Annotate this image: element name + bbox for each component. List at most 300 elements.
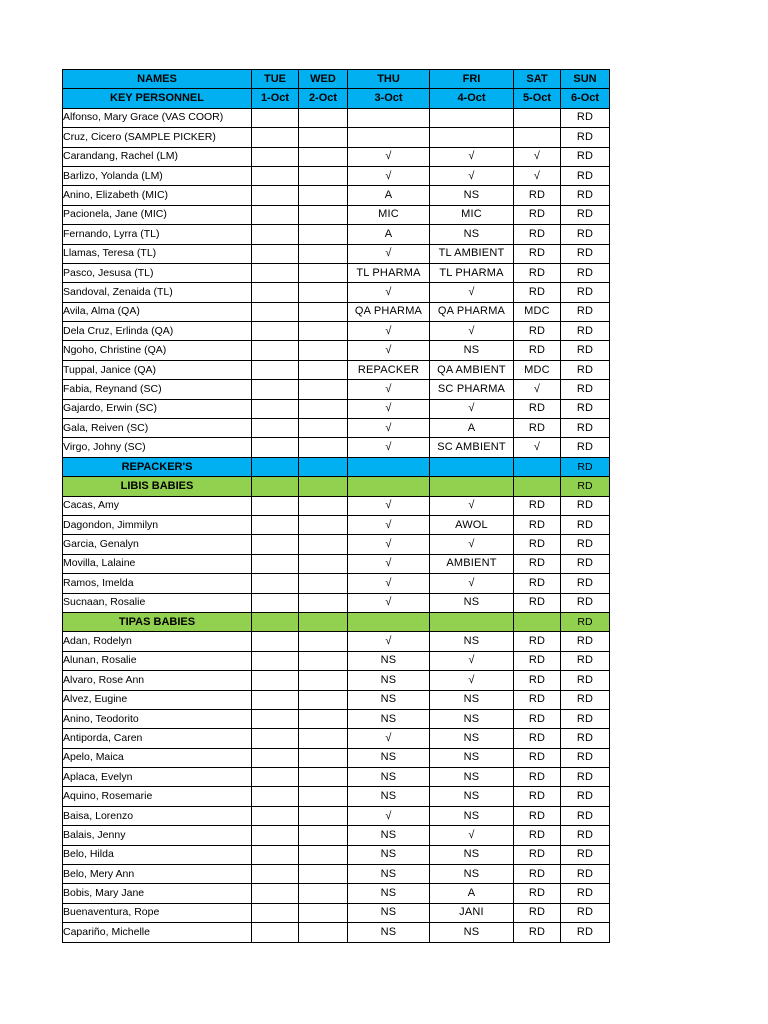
table-row — [63, 108, 610, 127]
table-row — [63, 535, 610, 554]
schedule-cell — [430, 108, 514, 127]
schedule-cell: RD — [514, 651, 561, 670]
employee-name: Anino, Elizabeth (MIC) — [63, 186, 252, 205]
schedule-cell: RD — [514, 865, 561, 884]
table-row — [63, 903, 610, 922]
schedule-cell: RD — [514, 632, 561, 651]
employee-name: Pacionela, Jane (MIC) — [63, 205, 252, 224]
table-row — [63, 438, 610, 457]
schedule-cell: NS — [348, 690, 430, 709]
schedule-cell: TL PHARMA — [348, 263, 430, 282]
schedule-cell: RD — [561, 826, 610, 845]
schedule-cell: RD — [514, 729, 561, 748]
table-row — [63, 263, 610, 282]
schedule-cell — [299, 787, 348, 806]
schedule-cell: A — [348, 186, 430, 205]
schedule-cell: √ — [348, 515, 430, 534]
table-row — [63, 884, 610, 903]
table-row — [63, 360, 610, 379]
day-header-sun: SUN — [561, 70, 610, 89]
schedule-cell: RD — [514, 554, 561, 573]
schedule-cell: RD — [561, 244, 610, 263]
table-row — [63, 283, 610, 302]
schedule-cell: √ — [348, 535, 430, 554]
schedule-cell — [299, 651, 348, 670]
schedule-cell: A — [430, 419, 514, 438]
schedule-cell: RD — [561, 147, 610, 166]
schedule-cell — [299, 671, 348, 690]
section-empty-cell — [430, 612, 514, 631]
employee-name: Anino, Teodorito — [63, 709, 252, 728]
schedule-cell: RD — [561, 865, 610, 884]
schedule-cell: RD — [514, 322, 561, 341]
schedule-cell — [252, 108, 299, 127]
day-header-fri: FRI — [430, 70, 514, 89]
section-header-row — [63, 612, 610, 631]
schedule-cell — [252, 399, 299, 418]
schedule-cell: √ — [514, 147, 561, 166]
schedule-cell — [252, 380, 299, 399]
schedule-cell: √ — [348, 322, 430, 341]
schedule-cell: √ — [514, 438, 561, 457]
schedule-cell: RD — [514, 903, 561, 922]
schedule-cell: RD — [561, 263, 610, 282]
schedule-cell — [348, 108, 430, 127]
section-empty-cell — [430, 477, 514, 496]
section-empty-cell — [348, 477, 430, 496]
employee-name: Virgo, Johny (SC) — [63, 438, 252, 457]
schedule-cell: MDC — [514, 302, 561, 321]
schedule-cell: RD — [561, 729, 610, 748]
section-empty-cell — [514, 477, 561, 496]
schedule-cell — [299, 438, 348, 457]
header-row-days — [63, 70, 610, 89]
schedule-table — [62, 69, 610, 943]
schedule-cell — [252, 302, 299, 321]
schedule-cell: √ — [430, 147, 514, 166]
schedule-cell: RD — [514, 768, 561, 787]
schedule-cell: REPACKER — [348, 360, 430, 379]
employee-name: Cacas, Amy — [63, 496, 252, 515]
schedule-cell — [252, 729, 299, 748]
employee-name: Cruz, Cicero (SAMPLE PICKER) — [63, 128, 252, 147]
schedule-cell — [299, 690, 348, 709]
employee-name: Avila, Alma (QA) — [63, 302, 252, 321]
employee-name: Gala, Reiven (SC) — [63, 419, 252, 438]
schedule-cell — [252, 283, 299, 302]
employee-name: Garcia, Genalyn — [63, 535, 252, 554]
section-header-row — [63, 457, 610, 476]
schedule-cell — [299, 554, 348, 573]
schedule-cell — [348, 128, 430, 147]
schedule-cell: √ — [348, 380, 430, 399]
table-row — [63, 845, 610, 864]
schedule-cell — [252, 128, 299, 147]
schedule-cell: RD — [561, 341, 610, 360]
employee-name: Barlizo, Yolanda (LM) — [63, 166, 252, 185]
schedule-cell: NS — [348, 865, 430, 884]
schedule-cell: NS — [430, 865, 514, 884]
schedule-cell — [299, 923, 348, 942]
table-row — [63, 787, 610, 806]
section-empty-cell — [299, 477, 348, 496]
schedule-cell: NS — [430, 341, 514, 360]
schedule-cell: NS — [348, 826, 430, 845]
schedule-cell: √ — [430, 826, 514, 845]
names-header: NAMES — [63, 70, 252, 89]
schedule-cell: RD — [561, 360, 610, 379]
employee-name: Apelo, Maica — [63, 748, 252, 767]
schedule-body — [63, 70, 610, 943]
schedule-cell — [299, 147, 348, 166]
schedule-cell — [252, 787, 299, 806]
schedule-cell — [299, 748, 348, 767]
employee-name: Antiporda, Caren — [63, 729, 252, 748]
table-row — [63, 806, 610, 825]
schedule-cell: √ — [348, 632, 430, 651]
schedule-cell: √ — [514, 166, 561, 185]
employee-name: Baisa, Lorenzo — [63, 806, 252, 825]
employee-name: Aplaca, Evelyn — [63, 768, 252, 787]
schedule-cell: NS — [348, 903, 430, 922]
employee-name: Alfonso, Mary Grace (VAS COOR) — [63, 108, 252, 127]
schedule-cell — [514, 108, 561, 127]
table-row — [63, 128, 610, 147]
schedule-cell: RD — [561, 380, 610, 399]
schedule-cell: NS — [430, 690, 514, 709]
table-row — [63, 671, 610, 690]
employee-name: Aquino, Rosemarie — [63, 787, 252, 806]
date-header-fri: 4-Oct — [430, 89, 514, 108]
schedule-cell: √ — [348, 438, 430, 457]
section-empty-cell — [348, 457, 430, 476]
section-title: REPACKER'S — [63, 457, 252, 476]
schedule-cell — [299, 108, 348, 127]
schedule-cell: RD — [561, 806, 610, 825]
schedule-cell: √ — [514, 380, 561, 399]
schedule-cell: NS — [348, 709, 430, 728]
schedule-cell: RD — [561, 302, 610, 321]
schedule-cell: NS — [430, 923, 514, 942]
schedule-cell: TL PHARMA — [430, 263, 514, 282]
table-row — [63, 729, 610, 748]
schedule-cell — [252, 690, 299, 709]
schedule-cell: RD — [561, 690, 610, 709]
schedule-cell — [252, 360, 299, 379]
employee-name: Fabia, Reynand (SC) — [63, 380, 252, 399]
employee-name: Fernando, Lyrra (TL) — [63, 225, 252, 244]
employee-name: Bobis, Mary Jane — [63, 884, 252, 903]
schedule-cell: RD — [561, 108, 610, 127]
schedule-cell: RD — [561, 322, 610, 341]
schedule-cell — [299, 283, 348, 302]
table-row — [63, 322, 610, 341]
employee-name: Pasco, Jesusa (TL) — [63, 263, 252, 282]
schedule-cell: NS — [430, 593, 514, 612]
schedule-cell: NS — [430, 729, 514, 748]
schedule-cell: NS — [348, 787, 430, 806]
schedule-cell — [252, 419, 299, 438]
schedule-cell: AMBIENT — [430, 554, 514, 573]
employee-name: Balais, Jenny — [63, 826, 252, 845]
table-row — [63, 923, 610, 942]
schedule-cell — [252, 496, 299, 515]
schedule-cell: NS — [348, 768, 430, 787]
table-row — [63, 205, 610, 224]
schedule-cell — [299, 845, 348, 864]
employee-name: Sucnaan, Rosalie — [63, 593, 252, 612]
schedule-cell: RD — [514, 787, 561, 806]
employee-name: Gajardo, Erwin (SC) — [63, 399, 252, 418]
header-row-dates — [63, 89, 610, 108]
schedule-cell: RD — [561, 671, 610, 690]
table-row — [63, 593, 610, 612]
schedule-cell — [299, 768, 348, 787]
schedule-cell — [299, 302, 348, 321]
table-row — [63, 225, 610, 244]
schedule-cell — [299, 903, 348, 922]
schedule-cell — [252, 865, 299, 884]
employee-name: Tuppal, Janice (QA) — [63, 360, 252, 379]
schedule-cell: RD — [514, 574, 561, 593]
schedule-cell: RD — [514, 690, 561, 709]
schedule-cell: NS — [430, 845, 514, 864]
schedule-cell: RD — [514, 225, 561, 244]
date-header-sun: 6-Oct — [561, 89, 610, 108]
schedule-cell: √ — [348, 729, 430, 748]
schedule-cell: RD — [514, 593, 561, 612]
schedule-cell — [299, 166, 348, 185]
schedule-cell: RD — [561, 283, 610, 302]
schedule-cell: RD — [561, 205, 610, 224]
schedule-cell: RD — [561, 903, 610, 922]
table-row — [63, 147, 610, 166]
schedule-cell: √ — [348, 399, 430, 418]
table-row — [63, 419, 610, 438]
schedule-cell: NS — [430, 806, 514, 825]
schedule-cell — [299, 865, 348, 884]
section-sun-cell: RD — [561, 612, 610, 631]
table-row — [63, 632, 610, 651]
schedule-cell: √ — [348, 244, 430, 263]
schedule-cell: RD — [561, 632, 610, 651]
table-row — [63, 166, 610, 185]
schedule-cell: RD — [561, 225, 610, 244]
schedule-cell — [299, 128, 348, 147]
schedule-cell — [299, 263, 348, 282]
schedule-cell — [252, 826, 299, 845]
schedule-cell: √ — [430, 399, 514, 418]
employee-name: Llamas, Teresa (TL) — [63, 244, 252, 263]
schedule-cell — [252, 671, 299, 690]
schedule-cell: RD — [514, 748, 561, 767]
schedule-cell: RD — [514, 205, 561, 224]
schedule-cell — [252, 806, 299, 825]
schedule-cell: QA PHARMA — [430, 302, 514, 321]
table-row — [63, 399, 610, 418]
section-header-row — [63, 477, 610, 496]
schedule-cell — [299, 574, 348, 593]
schedule-cell: SC AMBIENT — [430, 438, 514, 457]
schedule-cell — [299, 884, 348, 903]
schedule-cell — [252, 186, 299, 205]
schedule-cell: √ — [348, 496, 430, 515]
table-row — [63, 341, 610, 360]
schedule-cell: √ — [348, 166, 430, 185]
schedule-cell: RD — [561, 438, 610, 457]
schedule-cell: √ — [430, 574, 514, 593]
schedule-cell: RD — [561, 399, 610, 418]
employee-name: Dagondon, Jimmilyn — [63, 515, 252, 534]
schedule-cell — [299, 205, 348, 224]
section-sun-cell: RD — [561, 457, 610, 476]
schedule-cell — [299, 496, 348, 515]
schedule-cell: A — [348, 225, 430, 244]
schedule-cell: RD — [514, 496, 561, 515]
schedule-cell: RD — [514, 826, 561, 845]
section-empty-cell — [430, 457, 514, 476]
schedule-cell: NS — [348, 923, 430, 942]
table-row — [63, 302, 610, 321]
schedule-cell: √ — [348, 283, 430, 302]
schedule-cell: SC PHARMA — [430, 380, 514, 399]
schedule-cell: NS — [348, 651, 430, 670]
schedule-cell: RD — [514, 419, 561, 438]
schedule-cell — [299, 535, 348, 554]
employee-name: Adan, Rodelyn — [63, 632, 252, 651]
date-header-wed: 2-Oct — [299, 89, 348, 108]
schedule-cell — [299, 709, 348, 728]
schedule-cell — [299, 225, 348, 244]
schedule-cell — [299, 729, 348, 748]
schedule-cell: RD — [561, 651, 610, 670]
schedule-cell: RD — [561, 884, 610, 903]
schedule-cell — [252, 438, 299, 457]
schedule-cell: RD — [514, 244, 561, 263]
schedule-cell — [299, 419, 348, 438]
day-header-thu: THU — [348, 70, 430, 89]
schedule-cell: NS — [430, 632, 514, 651]
schedule-cell — [252, 593, 299, 612]
section-empty-cell — [348, 612, 430, 631]
section-empty-cell — [299, 612, 348, 631]
key-personnel-header: KEY PERSONNEL — [63, 89, 252, 108]
schedule-cell — [252, 147, 299, 166]
section-title: TIPAS BABIES — [63, 612, 252, 631]
schedule-cell: RD — [561, 845, 610, 864]
schedule-cell — [252, 341, 299, 360]
section-empty-cell — [514, 612, 561, 631]
schedule-cell: √ — [430, 496, 514, 515]
schedule-cell: √ — [430, 283, 514, 302]
schedule-cell: QA AMBIENT — [430, 360, 514, 379]
schedule-cell — [252, 903, 299, 922]
schedule-cell: NS — [348, 884, 430, 903]
schedule-cell — [252, 515, 299, 534]
schedule-cell: √ — [348, 593, 430, 612]
schedule-cell — [299, 341, 348, 360]
schedule-cell: MIC — [348, 205, 430, 224]
schedule-cell: RD — [514, 884, 561, 903]
schedule-cell: RD — [561, 748, 610, 767]
day-header-tue: TUE — [252, 70, 299, 89]
table-row — [63, 244, 610, 263]
schedule-cell — [252, 554, 299, 573]
employee-name: Sandoval, Zenaida (TL) — [63, 283, 252, 302]
table-row — [63, 709, 610, 728]
schedule-cell: TL AMBIENT — [430, 244, 514, 263]
schedule-cell — [252, 205, 299, 224]
schedule-cell — [252, 845, 299, 864]
schedule-cell — [252, 263, 299, 282]
schedule-cell: RD — [514, 806, 561, 825]
schedule-cell: AWOL — [430, 515, 514, 534]
schedule-cell — [514, 128, 561, 147]
schedule-cell: RD — [514, 671, 561, 690]
schedule-cell: JANI — [430, 903, 514, 922]
employee-name: Movilla, Lalaine — [63, 554, 252, 573]
schedule-cell: RD — [561, 593, 610, 612]
schedule-cell: √ — [348, 341, 430, 360]
schedule-cell: √ — [430, 671, 514, 690]
schedule-cell: RD — [561, 515, 610, 534]
schedule-cell: QA PHARMA — [348, 302, 430, 321]
schedule-cell: RD — [514, 709, 561, 728]
section-empty-cell — [252, 477, 299, 496]
schedule-cell: √ — [430, 322, 514, 341]
schedule-cell: RD — [514, 515, 561, 534]
section-sun-cell: RD — [561, 477, 610, 496]
schedule-cell — [430, 128, 514, 147]
schedule-cell: RD — [561, 419, 610, 438]
table-row — [63, 574, 610, 593]
employee-name: Alvaro, Rose Ann — [63, 671, 252, 690]
schedule-cell — [299, 360, 348, 379]
section-empty-cell — [252, 457, 299, 476]
schedule-cell: NS — [430, 225, 514, 244]
schedule-cell: NS — [430, 709, 514, 728]
schedule-cell: MDC — [514, 360, 561, 379]
schedule-cell: RD — [561, 186, 610, 205]
table-row — [63, 690, 610, 709]
schedule-cell: RD — [561, 128, 610, 147]
schedule-cell — [299, 322, 348, 341]
schedule-cell: √ — [348, 554, 430, 573]
schedule-cell: √ — [430, 535, 514, 554]
schedule-cell — [252, 768, 299, 787]
section-empty-cell — [252, 612, 299, 631]
employee-name: Carandang, Rachel (LM) — [63, 147, 252, 166]
schedule-cell: NS — [430, 768, 514, 787]
table-row — [63, 826, 610, 845]
table-row — [63, 186, 610, 205]
schedule-cell: NS — [430, 787, 514, 806]
schedule-cell: RD — [561, 768, 610, 787]
schedule-cell — [299, 593, 348, 612]
schedule-cell — [252, 748, 299, 767]
schedule-cell: RD — [561, 166, 610, 185]
schedule-cell: NS — [430, 748, 514, 767]
employee-name: Belo, Hilda — [63, 845, 252, 864]
schedule-cell: RD — [561, 554, 610, 573]
schedule-cell: RD — [514, 341, 561, 360]
schedule-cell — [299, 515, 348, 534]
schedule-cell: NS — [348, 748, 430, 767]
table-row — [63, 651, 610, 670]
employee-name: Capariño, Michelle — [63, 923, 252, 942]
section-empty-cell — [514, 457, 561, 476]
date-header-sat: 5-Oct — [514, 89, 561, 108]
